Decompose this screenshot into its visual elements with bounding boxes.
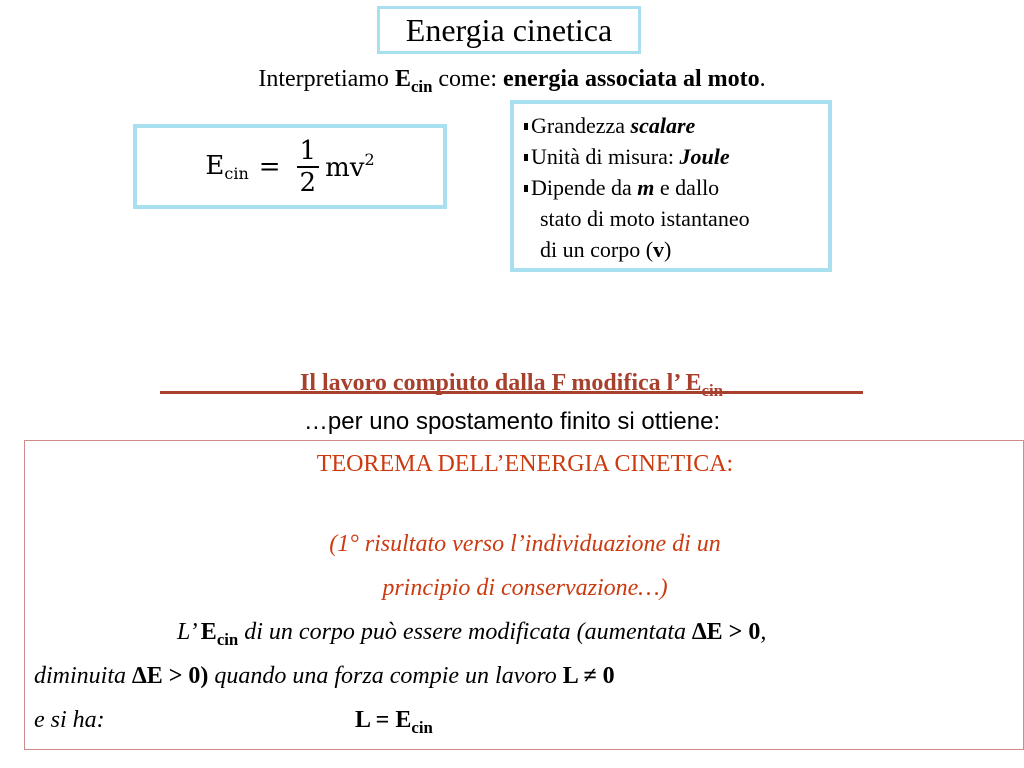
theorem-body-line3: e si ha:	[34, 707, 105, 733]
subtitle-pre: Interpretiamo	[258, 66, 395, 92]
subtitle-symbol: $E_{cin}$	[394, 66, 433, 96]
subtitle-end: .	[759, 66, 766, 92]
bullet-icon	[524, 185, 528, 192]
theorem-heading: TEOREMA DELL’ENERGIA CINETICA:	[316, 451, 734, 477]
property-scalar: Grandezza scalare	[524, 110, 820, 141]
theorem-result-line1: (1° risultato verso l’individuazione di un	[329, 531, 721, 557]
property-depends: Dipende da m e dallo	[524, 172, 820, 203]
formula-fraction: $\frac{1}{2}$	[297, 136, 320, 198]
formula-equals: =	[258, 151, 281, 182]
theorem-equation: $L = E_{cin}$	[355, 707, 433, 737]
formula-lhs: Ecin	[205, 150, 249, 183]
property-unit: Unità di misura: Joule	[524, 141, 820, 172]
formula-rhs: $mv^2$	[325, 149, 375, 184]
subtitle-bold: energia associata al moto	[503, 66, 760, 92]
slide-subtitle	[0, 66, 1024, 96]
theorem-body-line2: diminuita ∆E > 0) quando una forza compie un lavoro L ≠ 0	[34, 663, 615, 689]
slide-title-box	[377, 6, 641, 54]
work-statement: Il lavoro compiuto dalla F modifica l’ $E_{cin}$	[160, 369, 863, 394]
bullet-icon	[524, 154, 528, 161]
theorem-result-line2: principio di conservazione…)	[382, 575, 668, 601]
finite-displacement-text: …per uno spostamento finito si ottiene:	[303, 408, 721, 435]
properties-box	[510, 100, 832, 272]
slide-title: Energia cinetica	[405, 11, 613, 48]
property-depends-line2: stato di moto istantaneo	[540, 206, 750, 231]
subtitle-mid: come:	[432, 66, 504, 92]
theorem-body-line1: L’ $E_{cin}$ di un corpo può essere modificata (aumentata ∆E > 0,	[177, 619, 767, 649]
kinetic-energy-formula-box	[133, 124, 447, 209]
property-depends-line3: di un corpo (v)	[540, 237, 672, 262]
theorem-box	[24, 440, 1024, 750]
bullet-icon	[524, 123, 528, 130]
